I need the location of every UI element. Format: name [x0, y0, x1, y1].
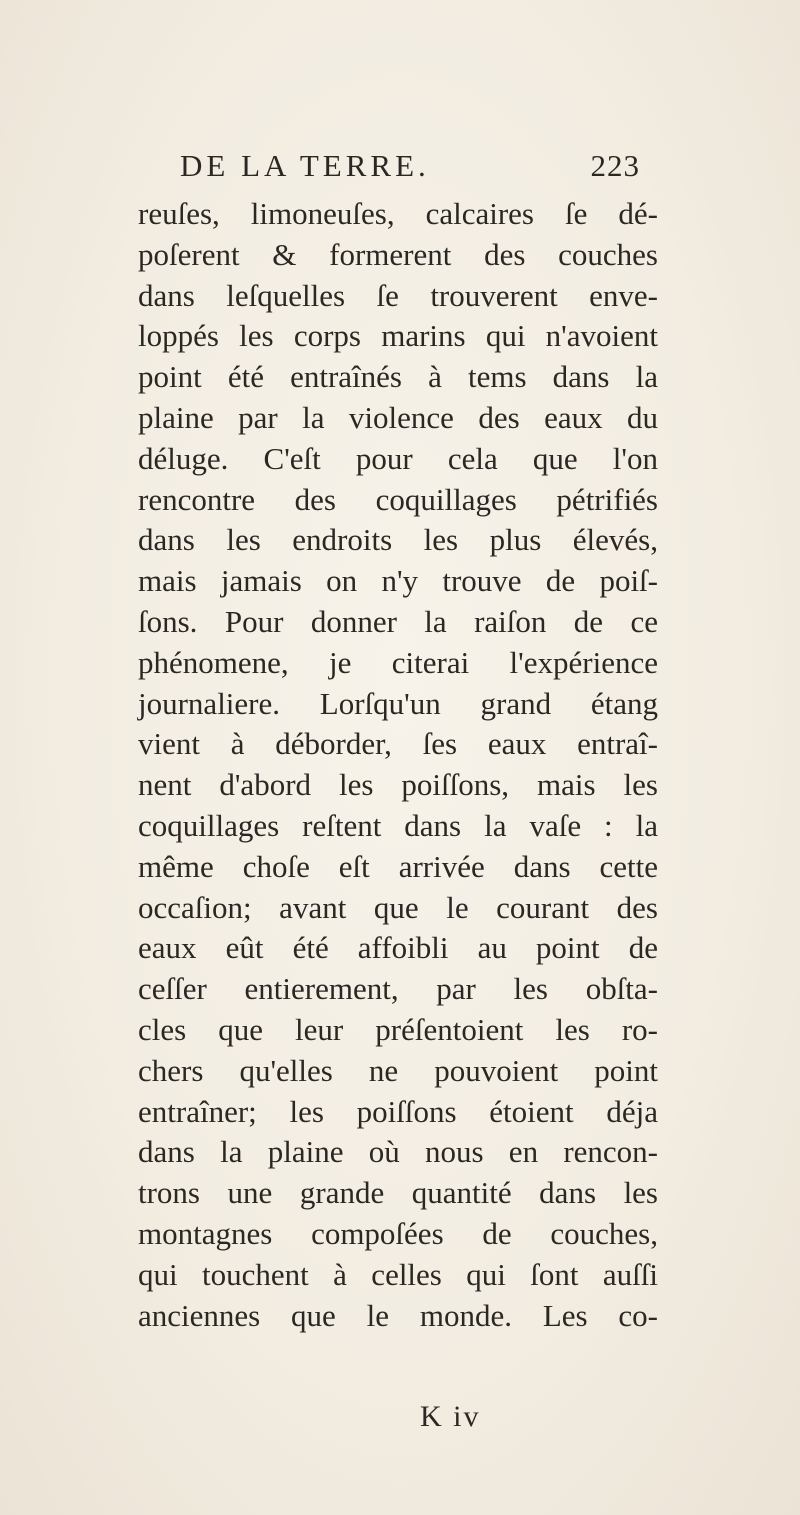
text-line: entraîner; les poiſſons étoient déja — [138, 1093, 658, 1129]
text-line: qui touchent à celles qui ſont auſſi — [138, 1256, 658, 1292]
running-title: DE LA TERRE. — [180, 148, 430, 183]
text-line: anciennes que le monde. Les co- — [138, 1297, 658, 1333]
text-line: déluge. C'eſt pour cela que l'on — [138, 440, 658, 476]
text-line: loppés les corps marins qui n'avoient — [138, 318, 658, 354]
text-line: dans leſquelles ſe trouverent enve- — [138, 277, 658, 313]
text-line: dans les endroits les plus élevés, — [138, 522, 658, 558]
text-line: coquillages reſtent dans la vaſe : la — [138, 807, 658, 843]
text-line: chers qu'elles ne pouvoient point — [138, 1052, 658, 1088]
text-line: eaux eût été affoibli au point de — [138, 930, 658, 966]
text-line: dans la plaine où nous en rencon- — [138, 1134, 658, 1170]
text-line: même choſe eſt arrivée dans cette — [138, 848, 658, 884]
text-line: cles que leur préſentoient les ro- — [138, 1011, 658, 1047]
page-number: 223 — [590, 148, 640, 183]
page-header — [180, 148, 640, 198]
text-line: ſons. Pour donner la raiſon de ce — [138, 603, 658, 639]
text-line: nent d'abord les poiſſons, mais les — [138, 767, 658, 803]
text-line: journaliere. Lorſqu'un grand étang — [138, 685, 658, 721]
text-line: rencontre des coquillages pétrifiés — [138, 481, 658, 517]
text-line: reuſes, limoneuſes, calcaires ſe dé- — [138, 196, 658, 231]
text-line: vient à déborder, ſes eaux entraî- — [138, 726, 658, 762]
text-line: trons une grande quantité dans les — [138, 1175, 658, 1211]
text-line: phénomene, je citerai l'expérience — [138, 644, 658, 680]
body-text — [138, 194, 658, 1336]
text-line: occaſion; avant que le courant des — [138, 889, 658, 925]
text-line: mais jamais on n'y trouve de poiſ- — [138, 563, 658, 599]
signature-mark: K iv — [420, 1400, 481, 1433]
text-line: plaine par la violence des eaux du — [138, 399, 658, 435]
text-line: poſerent & formerent des couches — [138, 236, 658, 272]
text-line: point été entraînés à tems dans la — [138, 359, 658, 395]
text-line: montagnes compoſées de couches, — [138, 1215, 658, 1251]
text-line: ceſſer entierement, par les obſta- — [138, 971, 658, 1007]
